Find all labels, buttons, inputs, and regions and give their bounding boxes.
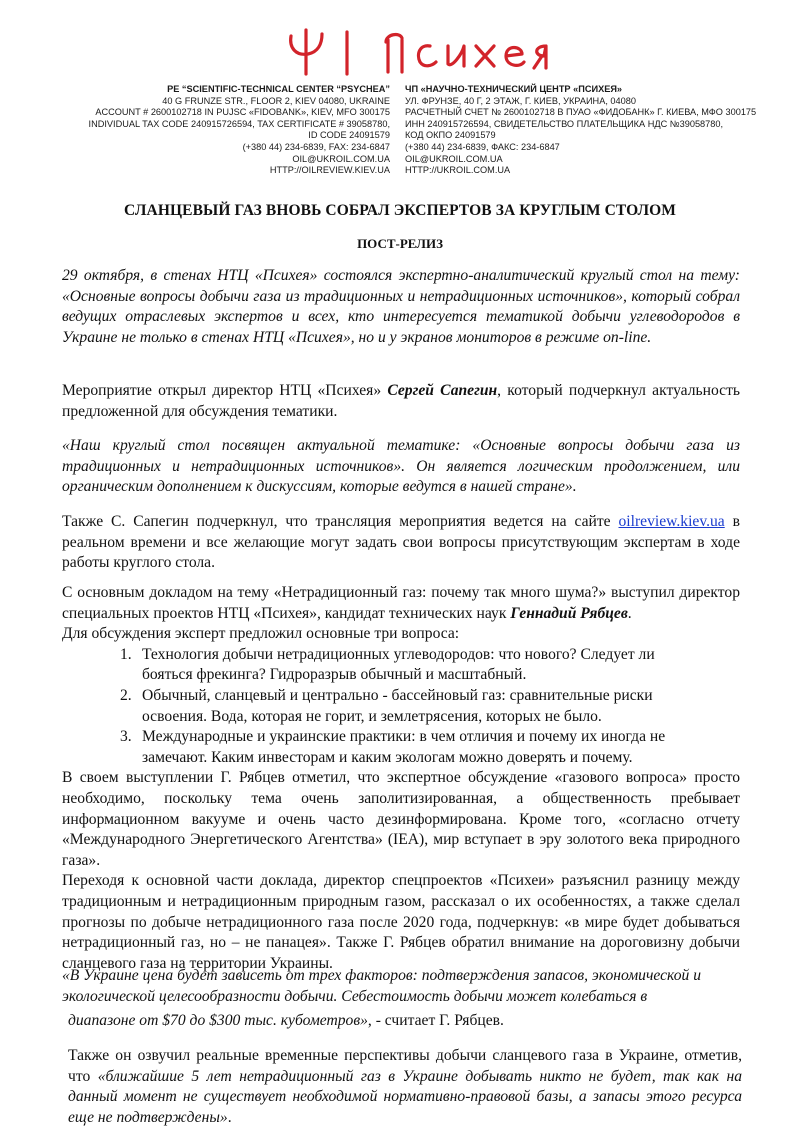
quote-block bbox=[62, 436, 740, 498]
opening-paragraph bbox=[62, 381, 740, 422]
website-ru: HTTP://UKROIL.COM.UA bbox=[405, 165, 511, 176]
perspectives-quote: «ближайшие 5 лет нетрадиционный газ в Украине добывать никто не будет, так как на данный момент не существует необходимой нормативно-правовой базы, а запасы этого ресурса еще не подтверждены» bbox=[68, 1067, 742, 1126]
intro-block bbox=[62, 266, 740, 348]
website-en: HTTP://OILREVIEW.KIEV.UA bbox=[269, 165, 390, 176]
phone-en: (+380 44) 234-6839, FAX: 234-6847 bbox=[242, 141, 390, 152]
quote-paragraph: «Наш круглый стол посвящен актуальной тематике: «Основные вопросы добычи газа из традиционных и нетрадиционных источников». Он является логическим продолжением, или органическим дополнением к дискуссиям, которые ведутся в нашей стране». bbox=[62, 437, 740, 496]
broadcast-text-end: в реальном времени и все желающие могут задать свои вопросы присутствующим экспертам в ходе работы круглого стола. bbox=[62, 513, 740, 572]
list-number: 3. bbox=[120, 728, 132, 746]
id-code-ru: КОД ОКПО 24091579 bbox=[405, 130, 496, 141]
speaker-name-sapegin: Сергей Сапегин bbox=[387, 382, 498, 399]
opening-text-end: , который подчеркнул актуальность предложенной для обсуждения тематики. bbox=[62, 382, 740, 420]
id-code-en: ID CODE 24091579 bbox=[308, 130, 390, 141]
opening-text: Мероприятие открыл директор НТЦ «Психея» bbox=[62, 382, 388, 399]
perspectives-text: Также он озвучил реальные временные перспективы добычи сланцевого газа в Украине, отметив, что bbox=[68, 1047, 742, 1085]
tax-code-en: INDIVIDUAL TAX CODE 240915726594, TAX CERTIFICATE # 39058780, bbox=[88, 118, 390, 129]
list-text: Международные и украинские практики: в чем отличия и почему их иногда не замечают. Каким инвесторам и каким экологам можно доверять и почему. bbox=[142, 728, 666, 766]
broadcast-paragraph bbox=[62, 512, 740, 574]
speaker-name-ryabtsev: Геннадий Рябцев bbox=[510, 604, 628, 622]
account-en: ACCOUNT # 2600102718 IN PUJSC «FIDOBANK», KIEV, MFO 300175 bbox=[95, 107, 390, 118]
perspectives-block bbox=[68, 1046, 742, 1128]
phone-ru: (+380 44) 234-6839, ФАКС: 234-6847 bbox=[405, 141, 560, 152]
company-details-english bbox=[89, 84, 390, 177]
company-name-ru: ЧП «НАУЧНО-ТЕХНИЧЕСКИЙ ЦЕНТР «ПСИХЕЯ» bbox=[405, 84, 623, 94]
list-item bbox=[62, 727, 702, 768]
forecast-paragraph: Переходя к основной части доклада, директор спецпроектов «Психеи» разъяснил разницу между традиционным и нетрадиционным природным газом, рассказал о их особенностях, а также сделал прогнозы по добыче нетрадиционного газа после 2020 года, подчеркнув: «в мире будет добываться нетрадиционный газ, но – не панацея». Также Г. Рябцев обратил внимание на дороговизну добычи сланцевого газа на территории Украины. bbox=[62, 872, 740, 972]
price-attribution: , - считает Г. Рябцев. bbox=[367, 1012, 504, 1030]
tax-code-ru: ИНН 240915726594, СВИДЕТЕЛЬСТВО ПЛАТЕЛЬЩИКА НДС №39058780, bbox=[405, 118, 724, 129]
website-link[interactable]: oilreview.kiev.ua bbox=[618, 513, 725, 530]
list-text: Обычный, сланцевый и центрально - бассейновый газ: сравнительные риски освоения. Вода, которая не горит, и землетрясения, которых не было. bbox=[142, 686, 653, 725]
list-number: 2. bbox=[120, 686, 132, 704]
company-details-russian bbox=[405, 84, 756, 177]
intro-paragraph: 29 октября, в стенах НТЦ «Психея» состоялся экспертно-аналитический круглый стол на тему: «Основные вопросы добычи газа из традиционных и нетрадиционных источников», который собрал ведущих отраслевых экспертов и всех, кто интересуется тематикой добычи углеводородов в Украине не только в стенах НТЦ «Психея», но и у экранов мониторов в режиме on-line. bbox=[62, 267, 740, 346]
price-quote-block bbox=[62, 966, 740, 1032]
report-text-end: . bbox=[627, 604, 632, 622]
questions-list bbox=[62, 645, 740, 769]
account-ru: РАСЧЕТНЫЙ СЧЕТ № 2600102718 В ПУАО «ФИДОБАНК» Г. КИЕВА, МФО 300175 bbox=[405, 107, 757, 118]
email-ru: OIL@UKROIL.COM.UA bbox=[405, 153, 503, 164]
report-block bbox=[62, 583, 740, 974]
list-number: 1. bbox=[120, 645, 132, 663]
broadcast-text: Также С. Сапегин подчеркнул, что трансляция мероприятия ведется на сайте bbox=[62, 513, 619, 530]
address-ru: УЛ. ФРУНЗЕ, 40 Г, 2 ЭТАЖ, Г. КИЕВ, УКРАИНА, 04080 bbox=[405, 95, 636, 106]
perspectives-text-end: . bbox=[227, 1108, 232, 1126]
company-name-en: PE “SCIENTIFIC-TECHNICAL CENTER “PSYCHEA” bbox=[167, 84, 390, 94]
company-logo bbox=[0, 24, 800, 80]
address-en: 40 G FRUNZE STR., FLOOR 2, KIEV 04080, UKRAINE bbox=[162, 95, 390, 106]
list-item bbox=[62, 686, 702, 727]
price-quote-line1: «В Украине цена будет зависеть от трех факторов: подтверждения запасов, экономической и экологической целесообразности добычи. Себестоимость добычи может колебаться в bbox=[62, 967, 702, 1005]
email-en: OIL@UKROIL.COM.UA bbox=[292, 153, 390, 164]
price-quote-line2 bbox=[62, 1011, 740, 1032]
speech-paragraph: В своем выступлении Г. Рябцев отметил, что экспертное обсуждение «газового вопроса» просто необходимо, поскольку тема очень заполитизированная, а общественность пребывает информационном вакууме и очень часто дезинформирована. Кроме того, «согласно отчету «Международного Энергетического Агентства» (IEA), мир вступает в эру золотого века природного газа». bbox=[62, 769, 740, 869]
broadcast-block bbox=[62, 512, 740, 574]
document-title: СЛАНЦЕВЫЙ ГАЗ ВНОВЬ СОБРАЛ ЭКСПЕРТОВ ЗА КРУГЛЫМ СТОЛОМ bbox=[123, 202, 677, 219]
document-subtitle: ПОСТ-РЕЛИЗ bbox=[357, 236, 443, 251]
price-range-text: диапазоне от $70 до $300 тыс. кубометров» bbox=[68, 1012, 368, 1030]
questions-intro: Для обсуждения эксперт предложил основные три вопроса: bbox=[62, 625, 460, 643]
list-text: Технология добычи нетрадиционных углеводородов: что нового? Следует ли бояться фрекинга? Гидроразрыв обычный и масштабный. bbox=[142, 645, 655, 684]
perspectives-paragraph bbox=[68, 1046, 742, 1128]
report-text: С основным докладом на тему «Нетрадиционный газ: почему так много шума?» выступил директор специальных проектов НТЦ «Психея», кандидат технических наук bbox=[62, 584, 740, 622]
opening-block bbox=[62, 381, 740, 422]
list-item bbox=[62, 645, 702, 686]
report-paragraph bbox=[62, 583, 740, 624]
